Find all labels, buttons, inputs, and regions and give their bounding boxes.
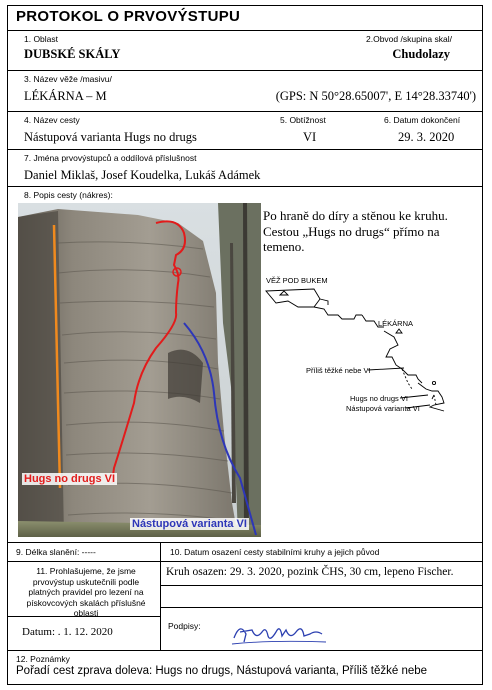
route-photo-svg — [18, 203, 261, 537]
obtiznost-label: 5. Obtížnost — [280, 115, 326, 125]
sketch-label-hugs: Hugs no drugs VI — [350, 394, 408, 403]
datum-value: Datum: . 1. 12. 2020 — [22, 626, 113, 638]
oblast-label: 1. Oblast — [24, 34, 59, 44]
signature-row-border — [8, 650, 482, 651]
podpisy-label: Podpisy: — [168, 621, 201, 631]
obvod-value: Chudolazy — [392, 47, 450, 61]
popis-label: 8. Popis cesty (nákres): — [24, 190, 113, 200]
route-description: Po hraně do díry a stěnou ke kruhu. Cestou „Hugs no drugs“ přímo na temeno. — [263, 208, 448, 254]
prvovystupci-value: Daniel Miklaš, Josef Koudelka, Lukáš Adámek — [24, 168, 261, 182]
page-title: PROTOKOL O PRVOVÝSTUPU — [16, 8, 241, 25]
vez-value: LÉKÁRNA – M — [24, 89, 107, 103]
poznamky-value: Pořadí cest zprava doleva: Hugs no drugs, Nástupová varianta, Příliš těžké nebe — [16, 665, 428, 677]
prohlaseni-text: 11. Prohlašujeme, že jsme prvovýstup uskutečnili podle platných pravidel pro lezení na pískovcových skalách příslušné oblasti — [26, 566, 146, 618]
datum-divider — [8, 616, 160, 617]
photo-label-hugs: Hugs no drugs VI — [24, 473, 116, 485]
vez-row — [8, 71, 482, 112]
title-row — [8, 6, 482, 31]
datum-dokonceni-value: 29. 3. 2020 — [398, 130, 455, 144]
route-photo — [18, 203, 261, 537]
obvod-label: 2.Obvod /skupina skal/ — [366, 34, 452, 44]
sketch-label-lekarna: LÉKÁRNA — [378, 319, 414, 328]
poznamky-label: 12. Poznámky — [16, 654, 70, 664]
osazeni-empty-line — [160, 585, 482, 608]
obtiznost-value: VI — [303, 130, 317, 144]
delka-row — [8, 543, 482, 562]
route-sketch — [258, 271, 478, 441]
protocol-sheet — [7, 5, 483, 685]
gps-value: (GPS: N 50°28.65007', E 14°28.33740') — [275, 89, 476, 103]
cesta-row — [8, 112, 482, 150]
osazeni-label: 10. Datum osazení cesty stabilními kruhy a jejich původ — [170, 547, 380, 557]
vez-label: 3. Název věže /masivu/ — [24, 74, 112, 84]
photo-label-nastupova: Nástupová varianta VI — [132, 518, 247, 530]
prvovystupci-label: 7. Jména prvovýstupců a oddílová příslušnost — [24, 153, 197, 163]
cesta-value: Nástupová varianta Hugs no drugs — [24, 130, 197, 144]
osazeni-value: Kruh osazen: 29. 3. 2020, pozink ČHS, 30 cm, lepeno Fischer. — [166, 566, 454, 578]
oblast-row — [8, 31, 482, 71]
prvovystupci-row — [8, 150, 482, 187]
signature-image — [230, 618, 330, 648]
sketch-label-prilis: Příliš těžké nebe VI — [306, 366, 371, 375]
datum-dokonceni-label: 6. Datum dokončení — [384, 115, 461, 125]
osazeni-value-line — [160, 562, 482, 586]
delka-label: 9. Délka slanění: ----- — [16, 547, 96, 557]
cesta-label: 4. Název cesty — [24, 115, 80, 125]
sketch-label-vez: VĚŽ POD BUKEM — [266, 276, 328, 285]
sketch-label-nastupova: Nástupová varianta VI — [346, 404, 420, 413]
oblast-value: DUBSKÉ SKÁLY — [24, 47, 121, 61]
